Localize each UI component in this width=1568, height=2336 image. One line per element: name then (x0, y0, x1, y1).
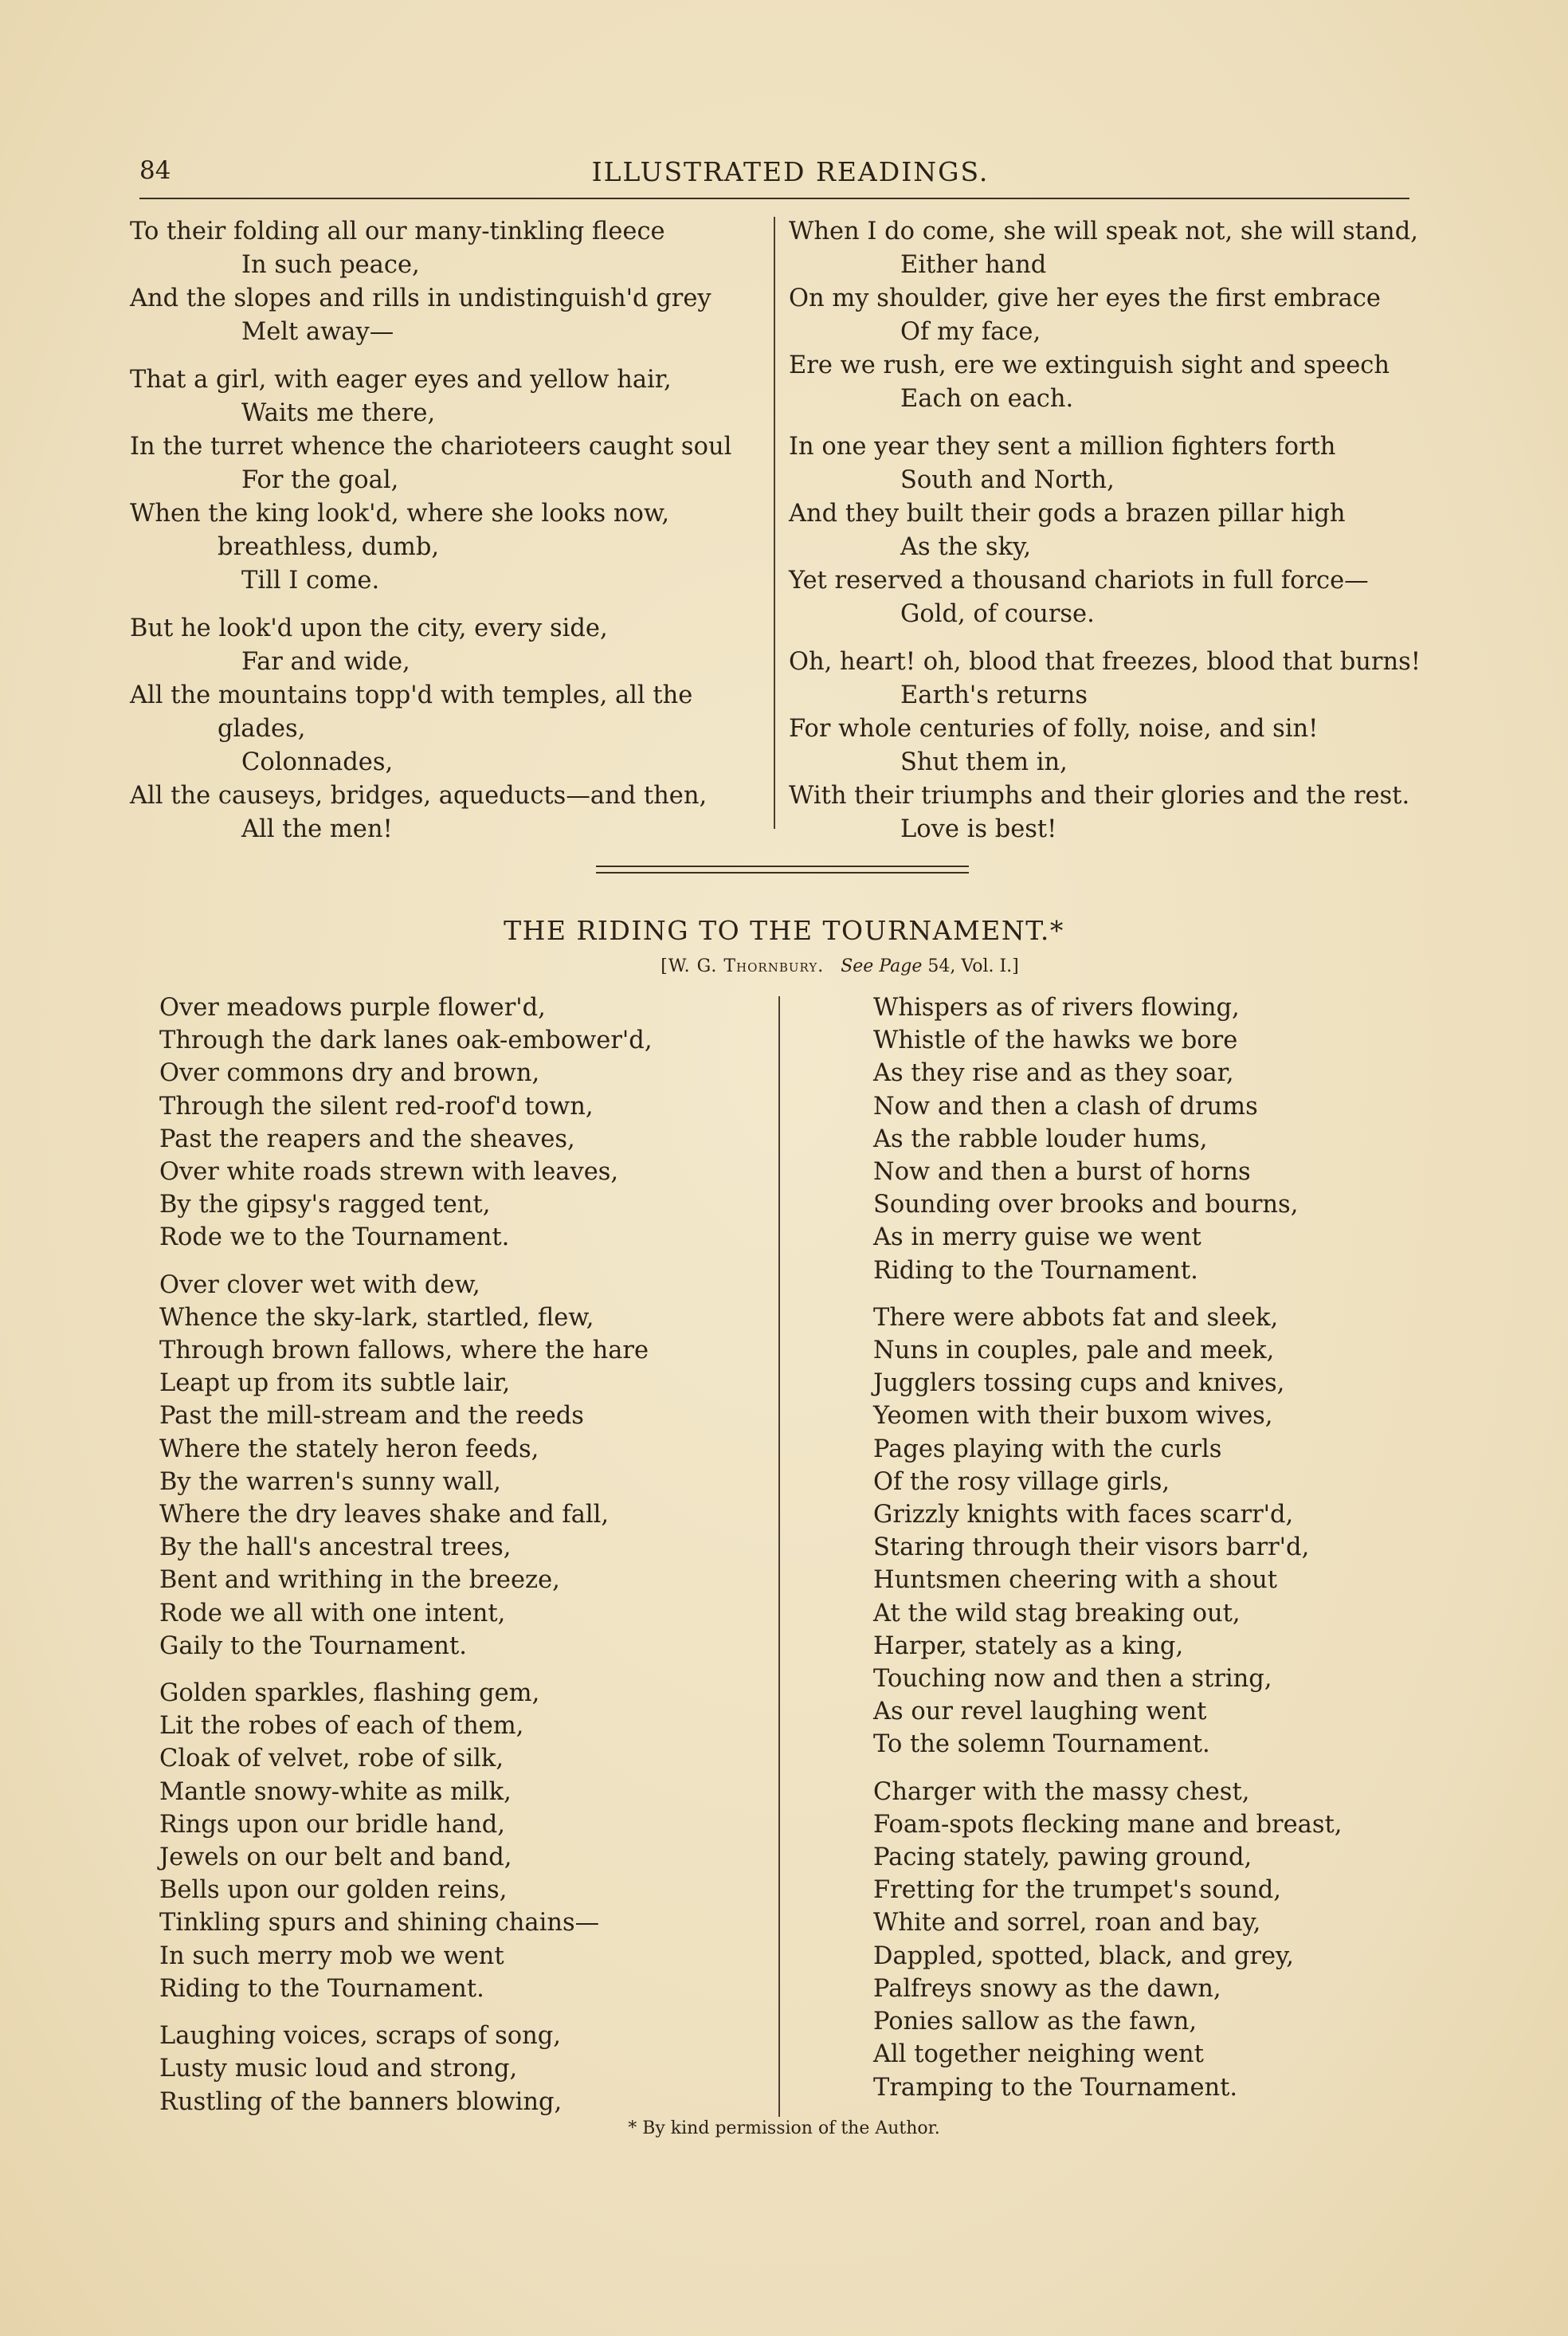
verse-line: Lit the robes of each of them, (159, 1712, 524, 1741)
verse-line: Dappled, spotted, black, and grey, (873, 1941, 1294, 1970)
verse-line: Bent and writhing in the breeze, (159, 1566, 560, 1595)
verse-line: Whispers as of rivers flowing, (873, 994, 1240, 1022)
poem-attribution (0, 956, 1568, 976)
verse-line: Staring through their visors barr'd, (873, 1533, 1310, 1562)
verse-line: Golden sparkles, flashing gem, (159, 1679, 540, 1708)
verse-line: Past the mill-stream and the reeds (159, 1402, 584, 1431)
verse-line: When I do come, she will speak not, she will stand, (789, 218, 1418, 245)
verse-line: Tinkling spurs and shining chains— (159, 1909, 600, 1938)
page-header (139, 156, 1409, 188)
top-left-column (130, 215, 767, 861)
verse-line: Rode we all with one intent, (159, 1599, 506, 1627)
verse-line: Oh, heart! oh, blood that freezes, blood that burns! (789, 648, 1421, 676)
verse-line: Over meadows purple flower'd, (159, 994, 546, 1022)
verse-line: In one year they sent a million fighters forth (789, 433, 1336, 461)
stanza (130, 612, 767, 846)
verse-line: Sounding over brooks and bourns, (873, 1191, 1299, 1219)
header-rule (139, 198, 1409, 199)
verse-line: To the solemn Tournament. (873, 1730, 1210, 1759)
verse-line: All the men! (241, 815, 393, 843)
verse-line: Charger with the massy chest, (873, 1777, 1250, 1806)
verse-line: breathless, dumb, (218, 533, 440, 561)
verse-line: As the sky, (900, 533, 1032, 561)
verse-line: Rode we to the Tournament. (159, 1223, 510, 1252)
verse-line: Colonnades, (241, 748, 394, 776)
verse-line: Bells upon our golden reins, (159, 1876, 508, 1905)
verse-line: Nuns in couples, pale and meek, (873, 1337, 1275, 1365)
verse-line: In the turret whence the charioteers caught soul (130, 433, 732, 461)
verse-line: Through brown fallows, where the hare (159, 1337, 649, 1365)
attribution-author: [W. G. Thornbury. (661, 956, 825, 976)
verse-line: South and North, (900, 466, 1115, 494)
verse-line: Jugglers tossing cups and knives, (873, 1369, 1285, 1398)
verse-line: Over white roads strewn with leaves, (159, 1158, 619, 1187)
verse-line: Now and then a burst of horns (873, 1158, 1251, 1187)
stanza (159, 1677, 765, 2005)
verse-line: Shut them in, (900, 748, 1068, 776)
poem-left-column (159, 991, 765, 2133)
verse-line: Gold, of course. (900, 600, 1095, 628)
verse-line: Whistle of the hawks we bore (873, 1027, 1238, 1055)
verse-line: For the goal, (241, 466, 399, 494)
stanza (159, 991, 765, 1254)
verse-line: Touching now and then a string, (873, 1665, 1272, 1694)
stanza (130, 363, 767, 598)
verse-line: Foam-spots flecking mane and breast, (873, 1810, 1343, 1839)
verse-line: That a girl, with eager eyes and yellow hair, (130, 366, 672, 394)
verse-line: Love is best! (900, 815, 1057, 843)
verse-line: Palfreys snowy as the dawn, (873, 1974, 1221, 2003)
verse-line: In such merry mob we went (159, 1941, 504, 1970)
stanza (873, 1301, 1463, 1761)
verse-line: Over commons dry and brown, (159, 1059, 540, 1088)
verse-line: Yet reserved a thousand chariots in full force— (789, 567, 1369, 595)
section-rule-lower (596, 872, 969, 874)
verse-line: Riding to the Tournament. (873, 1256, 1198, 1285)
verse-line: Pacing stately, pawing ground, (873, 1843, 1252, 1872)
verse-line: glades, (218, 715, 306, 743)
stanza (873, 1776, 1463, 2104)
verse-line: By the hall's ancestral trees, (159, 1533, 512, 1562)
verse-line: Yeomen with their buxom wives, (873, 1402, 1273, 1431)
verse-line: Of my face, (900, 318, 1041, 346)
column-divider-bottom (778, 996, 780, 2117)
verse-line: Lusty music loud and strong, (159, 2055, 518, 2083)
top-right-column (789, 215, 1442, 861)
verse-line: For whole centuries of folly, noise, and sin! (789, 715, 1319, 743)
verse-line: On my shoulder, give her eyes the first embrace (789, 285, 1381, 312)
verse-line: Cloak of velvet, robe of silk, (159, 1745, 504, 1773)
verse-line: There were abbots fat and sleek, (873, 1303, 1279, 1332)
verse-line: As in merry guise we went (873, 1223, 1201, 1252)
verse-line: Grizzly knights with faces scarr'd, (873, 1501, 1294, 1529)
verse-line: Leapt up from its subtle lair, (159, 1369, 511, 1398)
verse-line: By the warren's sunny wall, (159, 1467, 501, 1496)
verse-line: With their triumphs and their glories and the rest. (789, 782, 1410, 810)
verse-line: Through the dark lanes oak-embower'd, (159, 1027, 653, 1055)
stanza (789, 430, 1442, 631)
verse-line: Of the rosy village girls, (873, 1467, 1170, 1496)
attribution-ref: 54, Vol. I.] (927, 956, 1019, 976)
verse-line: Gaily to the Tournament. (159, 1631, 467, 1660)
verse-line: Where the stately heron feeds, (159, 1435, 539, 1463)
verse-line: Rustling of the banners blowing, (159, 2087, 563, 2116)
verse-line: All the causeys, bridges, aqueducts—and then, (130, 782, 708, 810)
verse-line: Past the reapers and the sheaves, (159, 1125, 575, 1153)
verse-line: Mantle snowy-white as milk, (159, 1777, 512, 1806)
verse-line: Either hand (900, 251, 1047, 279)
verse-line: Now and then a clash of drums (873, 1092, 1258, 1121)
verse-line: Laughing voices, scraps of song, (159, 2022, 561, 2051)
stanza (789, 215, 1442, 416)
stanza (130, 215, 767, 349)
verse-line: Where the dry leaves shake and fall, (159, 1501, 610, 1529)
stanza (789, 646, 1442, 846)
verse-line: In such peace, (241, 251, 420, 279)
verse-line: As the rabble louder hums, (873, 1125, 1208, 1153)
verse-line: As they rise and as they soar, (873, 1059, 1234, 1088)
verse-line: Harper, stately as a king, (873, 1631, 1184, 1660)
verse-line: Ponies sallow as the fawn, (873, 2008, 1198, 2036)
verse-line: Rings upon our bridle hand, (159, 1810, 505, 1839)
verse-line: Fretting for the trumpet's sound, (873, 1876, 1281, 1905)
verse-line: When the king look'd, where she looks now, (130, 500, 670, 528)
verse-line: Earth's returns (900, 681, 1088, 709)
stanza (873, 991, 1463, 1287)
verse-line: But he look'd upon the city, every side, (130, 614, 608, 642)
verse-line: Tramping to the Tournament. (873, 2073, 1238, 2102)
verse-line: Each on each. (900, 385, 1074, 413)
poem-right-column (873, 991, 1463, 2118)
verse-line: Over clover wet with dew, (159, 1270, 480, 1299)
column-divider-top (774, 217, 775, 829)
page-number: 84 (139, 156, 171, 185)
verse-line: Melt away— (241, 318, 394, 346)
verse-line: And the slopes and rills in undistinguish'd grey (130, 285, 711, 312)
verse-line: All together neighing went (873, 2040, 1204, 2069)
verse-line: Huntsmen cheering with a shout (873, 1566, 1278, 1595)
verse-line: Whence the sky-lark, startled, flew, (159, 1303, 594, 1332)
footnote: * By kind permission of the Author. (628, 2118, 940, 2138)
verse-line: Riding to the Tournament. (159, 1974, 484, 2003)
poem-title: THE RIDING TO THE TOURNAMENT.* (504, 915, 1064, 946)
running-title: ILLUSTRATED READINGS. (591, 156, 990, 187)
verse-line: Pages playing with the curls (873, 1435, 1222, 1463)
verse-line: Through the silent red-roof'd town, (159, 1092, 594, 1121)
verse-line: As our revel laughing went (873, 1698, 1207, 1726)
verse-line: By the gipsy's ragged tent, (159, 1191, 491, 1219)
stanza (159, 1269, 765, 1663)
verse-line: Ere we rush, ere we extinguish sight and speech (789, 351, 1390, 379)
verse-line: All the mountains topp'd with temples, all the (130, 681, 693, 709)
verse-line: Waits me there, (241, 399, 436, 427)
verse-line: To their folding all our many-tinkling fleece (130, 218, 665, 245)
attribution-see: See Page (841, 956, 923, 976)
verse-line: Jewels on our belt and band, (159, 1843, 512, 1872)
section-rule-upper (596, 866, 969, 867)
stanza (159, 2020, 765, 2118)
verse-line: Far and wide, (241, 648, 410, 676)
verse-line: At the wild stag breaking out, (873, 1599, 1241, 1627)
verse-line: And they built their gods a brazen pillar high (789, 500, 1346, 528)
verse-line: Till I come. (241, 567, 380, 595)
verse-line: White and sorrel, roan and bay, (873, 1909, 1261, 1938)
